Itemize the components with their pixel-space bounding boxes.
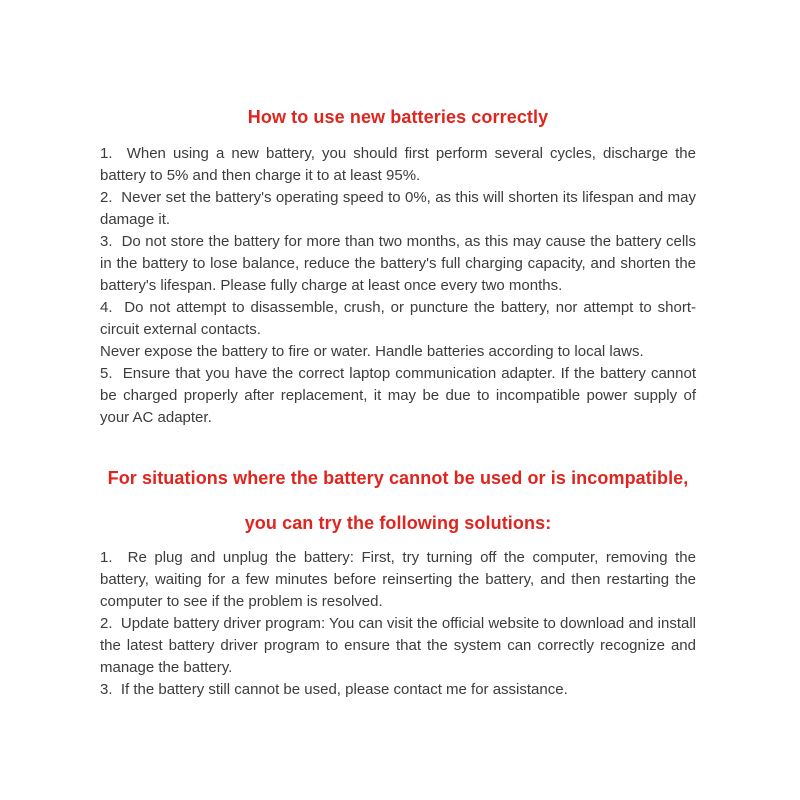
list-item-1: 1. When using a new battery, you should first perform several cycles, discharge the battery to 5% and then charge it to at least 95%. xyxy=(100,145,701,184)
section1-instruction-list xyxy=(100,143,701,429)
solution-item-2: 2. Update battery driver program: You can visit the official website to download and install the latest battery driver program to ensure that the system can correctly recognize and manage the battery. xyxy=(100,615,701,676)
list-item-2: 2. Never set the battery's operating speed to 0%, as this will shorten its lifespan and may damage it. xyxy=(100,189,701,228)
solution-item-1: 1. Re plug and unplug the battery: First, try turning off the computer, removing the battery, waiting for a few minutes before reinserting the battery, and then restarting the computer to see if the problem is resolved. xyxy=(100,549,701,610)
section2-heading-line1: For situations where the battery cannot be used or is incompatible, xyxy=(107,468,689,488)
section2-heading-line2: you can try the following solutions: xyxy=(244,513,552,533)
list-item-4-note: Never expose the battery to fire or water. Handle batteries according to local laws. xyxy=(100,343,644,360)
list-item-3: 3. Do not store the battery for more than two months, as this may cause the battery cells in the battery to lose balance, reduce the battery's full charging capacity, and shorten the battery's lifespan. Please fully charge at least once every two months. xyxy=(100,233,701,294)
section1-heading: How to use new batteries correctly xyxy=(247,107,549,127)
list-item-4: 4. Do not attempt to disassemble, crush, or puncture the battery, nor attempt to short-circuit external contacts. xyxy=(100,299,696,338)
battery-instructions-document xyxy=(100,106,701,701)
solution-item-3: 3. If the battery still cannot be used, please contact me for assistance. xyxy=(100,681,568,698)
list-item-5: 5. Ensure that you have the correct laptop communication adapter. If the battery cannot be charged properly after replacement, it may be due to incompatible power supply of your AC adapter. xyxy=(100,365,701,426)
section2-solution-list xyxy=(100,547,701,701)
